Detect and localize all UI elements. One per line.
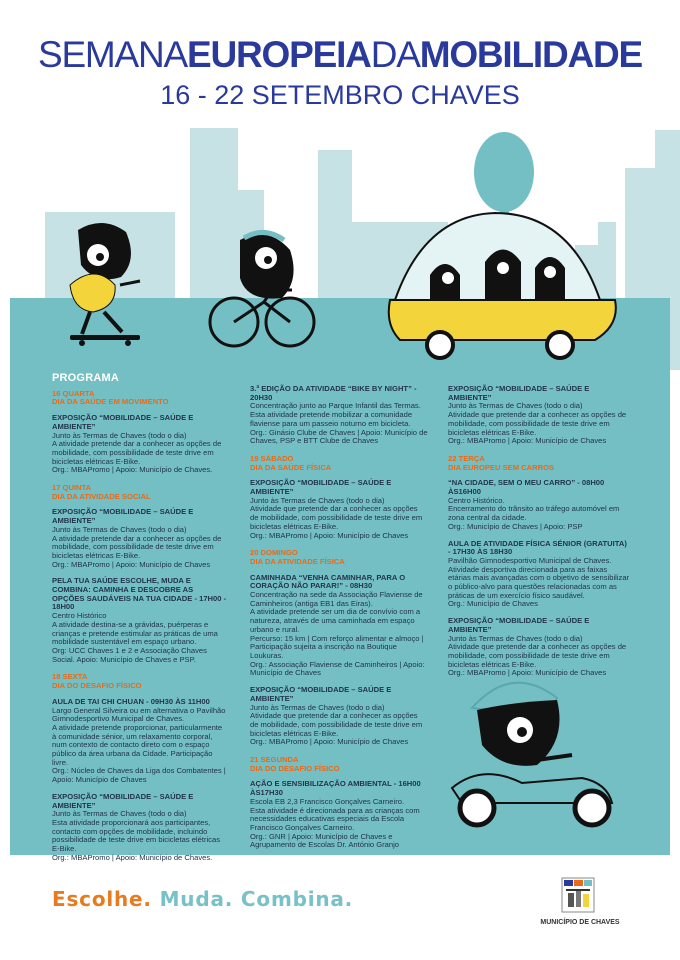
municipality-name: MUNICÍPIO DE CHAVES <box>540 919 620 926</box>
event-title: EXPOSIÇÃO “MOBILIDADE – SAÚDE E AMBIENTE” <box>250 478 392 497</box>
event-title: EXPOSIÇÃO “MOBILIDADE – SAÚDE E AMBIENTE” <box>448 384 590 402</box>
event-description: Pavilhão Gimnodesportivo Municipal de Chaves. Atividade desportiva direcionada para as faixas etárias mais avançadas com o objetivo de sensibilizar o público-alvo para questões relacionadas com as práticas de um exercício físico saudável. Org.: Município de Chaves <box>448 555 630 609</box>
program-event <box>448 479 630 531</box>
event-description: Centro Histórico. Encerramento do trânsito ao tráfego automóvel em zona central da cidade. Org.: Município de Chaves | Apoio: PSP <box>448 495 620 531</box>
program-event <box>250 574 428 678</box>
program-column-2 <box>250 385 428 858</box>
city-illustration <box>0 120 680 370</box>
event-title: EXPOSIÇÃO “MOBILIDADE – SAÚDE E AMBIENTE” <box>448 616 590 634</box>
program-event <box>52 577 227 664</box>
slogan-escolhe: Escolhe. <box>52 887 152 911</box>
day-heading: 17 QUINTA DIA DA ATIVIDADE SOCIAL <box>52 483 151 501</box>
event-title: “NA CIDADE, SEM O MEU CARRO” - 08H00 ÀS16H00 <box>448 478 605 497</box>
program-event <box>52 793 227 863</box>
day-heading: 19 SÁBADO DIA DA SAÚDE FÍSICA <box>250 453 332 472</box>
day-heading: 22 TERÇA DIA EUROPEU SEM CARROS <box>448 453 555 472</box>
event-description: Junto às Termas de Chaves (todo o dia) A atividade pretende dar a conhecer as opções de mobilidade, com possibilidade de teste drive em bicicletas elétricas E-Bike. Org.: MBAPromo | Apoio: Município de Chaves. <box>52 430 222 475</box>
event-title: AÇÃO E SENSIBILIZAÇÃO AMBIENTAL - 16H00 ÀS17H30 <box>250 779 421 798</box>
day-heading: 16 QUARTA DIA DA SAÚDE EM MOVIMENTO <box>52 388 169 407</box>
event-title: 3.ª EDIÇÃO DA ATIVIDADE “BIKE BY NIGHT” - 20H30 <box>250 384 417 402</box>
day-heading: 21 SEGUNDA DIA DO DESAFIO FÍSICO <box>250 755 340 773</box>
program-event <box>250 479 428 540</box>
event-description: Centro Histórico A atividade destina-se a grávidas, puérperas e crianças e pretende estimular as práticas de uma mobilidade sustentável em espaço urbano. Org: UCC Chaves 1 e 2 e Associação Chaves Social. Apoio: Município de Chaves e PSP. <box>52 611 218 664</box>
program-column-3 <box>448 385 630 686</box>
event-description: Junto às Termas de Chaves (todo o dia) Atividade que pretende dar a conhecer as opções de mobilidade, com possibilidade de teste drive em bicicletas elétricas E-Bike. Org.: MBAPromo | Apoio: Município de Chaves <box>448 633 627 678</box>
title-part-mobilidade: MOBILIDADE <box>419 34 643 75</box>
event-title <box>0 34 680 76</box>
municipality-logo-icon <box>560 876 596 914</box>
program-event <box>52 698 227 785</box>
program-event <box>250 780 428 850</box>
program-column-1 <box>52 374 227 870</box>
title-part-europeia: EUROPEIA <box>187 34 371 75</box>
event-title: AULA DE TAI CHI CHUAN - 09H30 ÀS 11H00 <box>52 696 210 706</box>
program-heading: PROGRAMA <box>52 372 119 384</box>
event-title: EXPOSIÇÃO “MOBILIDADE – SAÚDE E AMBIENTE” <box>52 413 194 431</box>
slogan <box>52 887 353 911</box>
event-title: EXPOSIÇÃO “MOBILIDADE – SAÚDE E AMBIENTE” <box>52 791 194 810</box>
event-description: Concentração junto ao Parque Infantil das Termas. Esta atividade pretende mobilizar a comunidade flaviense para um passeio noturno em bicicleta. Org.: Ginásio Clube de Chaves | Apoio: Município de Chaves, PSP e BTT Clube de Chaves <box>250 401 428 446</box>
slogan-muda: Muda. <box>159 887 234 911</box>
event-title: EXPOSIÇÃO “MOBILIDADE – SAÚDE E AMBIENTE” <box>250 685 392 703</box>
event-title: AULA DE ATIVIDADE FÍSICA SÉNIOR (GRATUITA) - 17H30 ÀS 18H30 <box>448 538 627 557</box>
event-description: Junto às Termas de Chaves (todo o dia) Atividade que pretende dar a conhecer as opções de mobilidade, com possibilidade de teste drive em bicicletas elétricas E-Bike. Org.: MBAPromo | Apoio: Município de Chaves <box>250 495 423 540</box>
scooter-rider-character <box>442 668 627 838</box>
slogan-combina: Combina. <box>240 887 354 911</box>
program-event <box>52 414 227 475</box>
day-heading: 18 SEXTA DIA DO DESAFIO FÍSICO <box>52 672 142 691</box>
event-description: Junto às Termas de Chaves (todo o dia) A atividade pretende dar a conhecer as opções de mobilidade, com possibilidade de teste drive em bicicletas elétricas E-Bike. Org.: MBAPromo | Apoio: Município de Chaves <box>52 524 222 569</box>
program-event <box>250 385 428 446</box>
title-part-semana: SEMANA <box>37 34 188 75</box>
event-description: Junto às Termas de Chaves (todo o dia) Esta atividade proporcionará aos participantes, contacto com opções de mobilidade, incluindo possibilidade de teste drive em bicicletas elétricas E-Bike. Org.: MBAPromo | Apoio: Município de Chaves. <box>52 809 220 862</box>
program-event <box>52 508 227 569</box>
program-panel <box>10 368 670 862</box>
program-event <box>448 385 630 446</box>
program-event <box>250 686 428 747</box>
event-description: Junto às Termas de Chaves (todo o dia) Atividade que pretende dar a conhecer as opções de mobilidade, com possibilidade de teste drive em bicicletas elétricas E-Bike. Org.: MBAPromo | Apoio: Município de Chaves <box>448 401 627 446</box>
program-event <box>448 540 630 610</box>
event-title: CAMINHADA “VENHA CAMINHAR, PARA O CORAÇÃO NÃO PARAR!” - 08H30 <box>250 572 406 591</box>
title-part-da: DA <box>370 34 420 75</box>
event-description: Junto às Termas de Chaves (todo o dia) Atividade que pretende dar a conhecer as opções de mobilidade, com possibilidade de teste drive em bicicletas elétricas E-Bike. Org.: MBAPromo | Apoio: Município de Chaves <box>250 702 423 747</box>
event-title: EXPOSIÇÃO “MOBILIDADE – SAÚDE E AMBIENTE” <box>52 507 194 526</box>
day-heading: 20 DOMINGO DIA DA ATIVIDADE FÍSICA <box>250 548 345 566</box>
event-description: Concentração na sede da Associação Flaviense de Caminheiros (antiga EB1 das Eiras). A atividade pretende ser um dia de convívio com a natureza, através de uma caminhada em espaço urbano e rural. Percurso: 15 km | Com reforço alimentar e almoço | Participação sujeita a inscrição na Boutique Loukuras. Org.: Associação Flaviense de Caminheiros | Apoio: Município de Chaves <box>250 590 425 678</box>
event-dates: 16 - 22 SETEMBRO CHAVES <box>160 80 520 110</box>
event-description: Escola EB 2,3 Francisco Gonçalves Carneiro. Esta atividade é direcionada para as crianças com necessidades educativas especiais da Escola Francisco Gonçalves Carneiro. Org.: GNR | Apoio: Município de Chaves e Agrupamento de Escolas Dr. António Granjo <box>250 796 420 850</box>
event-description: Largo General Silveira ou em alternativa o Pavilhão Gimnodesportivo Municipal de Chaves. A atividade pretende proporcionar, particularmente à comunidade sénior, um relaxamento corporal, num contexto de contacto direto com o espaço público da área urbana da Cidade. Participação livre. Org.: Núcleo de Chaves da Liga dos Combatentes | Apoio: Município de Chaves <box>52 705 226 785</box>
event-title: PELA TUA SAÚDE ESCOLHE, MUDA E COMBINA: CAMINHA E DESCOBRE AS OPÇÕES SAUDÁVEIS NA TUA CIDADE - 17H00 - 18H00 <box>52 576 227 612</box>
